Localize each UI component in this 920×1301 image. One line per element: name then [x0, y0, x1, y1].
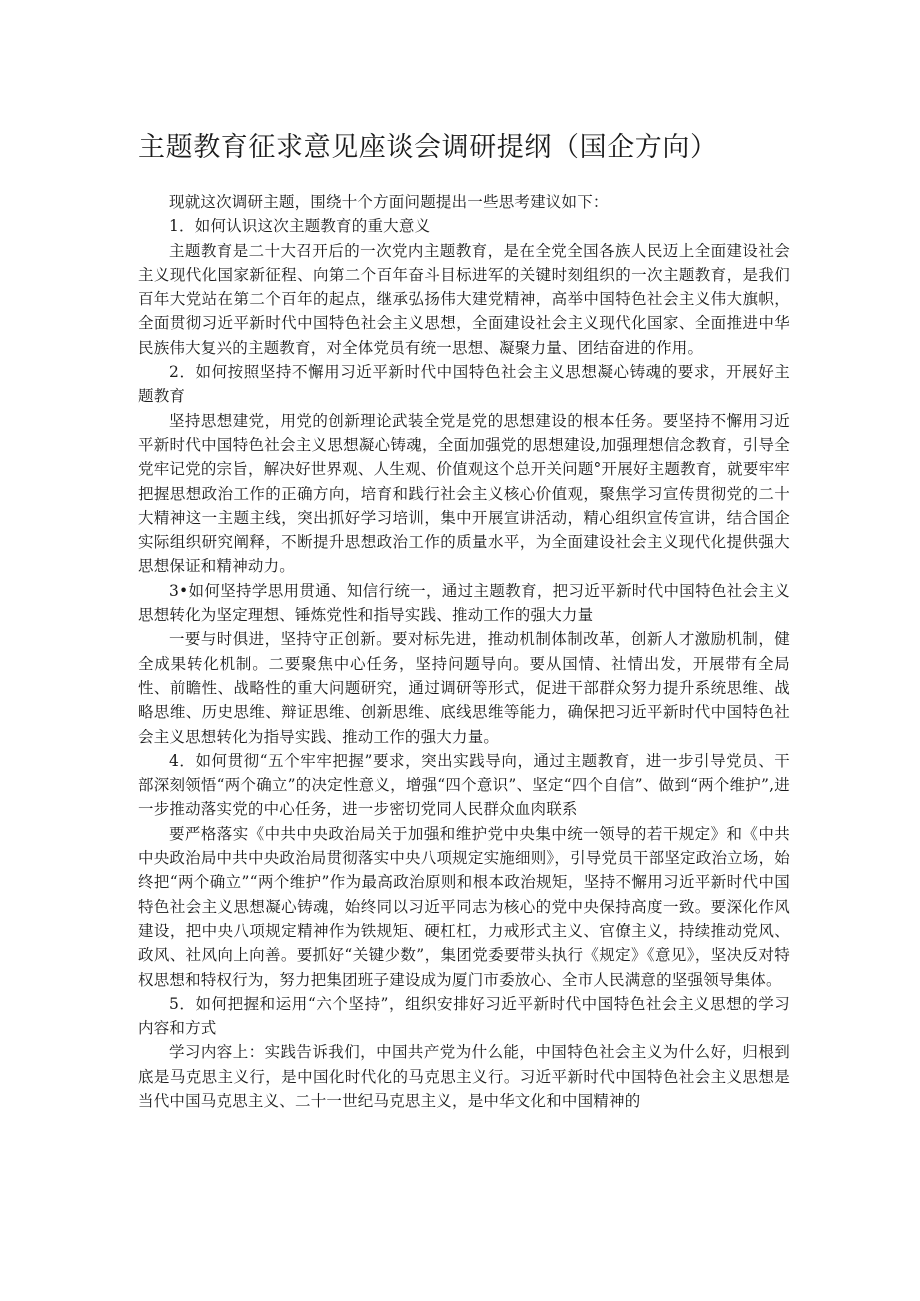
intro-paragraph: 现就这次调研主题，围绕十个方面问题提出一些思考建议如下： — [169, 193, 609, 211]
document-page — [138, 128, 790, 1113]
section-2-body: 坚持思想建党，用党的创新理论武装全党是党的思想建设的根本任务。要坚持不懈用习近平新时代中国特色社会主义思想凝心铸魂，全面加强党的思想建设,加强理想信念教育，引导全党牢记党的宗旨，解决好世界观、人生观、价值观这个总开关问题°开展好主题教育，就要牢牢把握思想政治工作的正确方向，培育和践行社会主义核心价值观，聚焦学习宣传贯彻党的二十大精神这一主题主线，突出抓好学习培训，集中开展宣讲活动，精心组织宣传宣讲，结合国企实际组织研究阐释，不断提升思想政治工作的质量水平，为全面建设社会主义现代化提供强大思想保证和精神动力。 — [138, 411, 790, 576]
section-4-body: 要严格落实《中共中央政治局关于加强和维护党中央集中统一领导的若干规定》和《中共中央政治局中共中央政治局贯彻落实中央八项规定实施细则》，引导党员干部坚定政治立场，始终把“两个确立”“两个维护”作为最高政治原则和根本政治规矩，坚持不懈用习近平新时代中国特色社会主义思想凝心铸魂，始终同以习近平同志为核心的党中央保持高度一致。要深化作风建设，把中央八项规定精神作为铁规矩、硬杠杠，力戒形式主义、官僚主义，持续推动党风、政风、社风向上向善。要抓好“关键少数”，集团党委要带头执行《规定》《意见》，坚决反对特权思想和特权行为，努力把集团班子建设成为厦门市委放心、全市人民满意的坚强领导集体。 — [138, 824, 790, 989]
document-title: 主题教育征求意见座谈会调研提纲（国企方向） — [138, 132, 718, 163]
section-4-heading: 4．如何贯彻“五个牢牢把握”要求，突出实践导向，通过主题教育，进一步引导党员、干部深刻领悟“两个确立”的决定性意义，增强“四个意识”、坚定“四个自信”、做到“两个维护”,进一步推动落实党的中心任务，进一步密切党同人民群众血肉联系 — [138, 751, 790, 819]
section-3-heading: 3•如何坚持学思用贯通、知信行统一，通过主题教育，把习近平新时代中国特色社会主义思想转化为坚定理想、锤炼党性和指导实践、推动工作的强大力量 — [138, 581, 790, 625]
section-5-heading: 5．如何把握和运用“六个坚持”，组织安排好习近平新时代中国特色社会主义思想的学习内容和方式 — [138, 994, 790, 1038]
section-2-heading: 2．如何按照坚持不懈用习近平新时代中国特色社会主义思想凝心铸魂的要求，开展好主题教育 — [138, 363, 790, 406]
section-1-heading: 1．如何认识这次主题教育的重大意义 — [169, 217, 431, 236]
section-3-body: 一要与时俱进，坚持守正创新。要对标先进，推动机制体制改革，创新人才激励机制，健全成果转化机制。二要聚焦中心任务，坚持问题导向。要从国情、社情出发，开展带有全局性、前瞻性、战略性的重大问题研究，通过调研等形式，促进干部群众努力提升系统思维、战略思维、历史思维、辩证思维、创新思维、底线思维等能力，确保把习近平新时代中国特色社会主义思想转化为指导实践、推动工作的强大力量。 — [138, 630, 790, 746]
section-5-body: 学习内容上：实践告诉我们，中国共产党为什么能，中国特色社会主义为什么好，归根到底是马克思主义行，是中国化时代化的马克思主义行。习近平新时代中国特色社会主义思想是当代中国马克思主义、二十一世纪马克思主义，是中华文化和中国精神的 — [138, 1043, 790, 1110]
section-1-body: 主题教育是二十大召开后的一次党内主题教育，是在全党全国各族人民迈上全面建设社会主义现代化国家新征程、向第二个百年奋斗目标进军的关键时刻组织的一次主题教育，是我们百年大党站在第二个百年的起点，继承弘扬伟大建党精神，高举中国特色社会主义伟大旗帜，全面贯彻习近平新时代中国特色社会主义思想，全面建设社会主义现代化国家、全面推进中华民族伟大复兴的主题教育，对全体党员有统一思想、凝聚力量、团结奋进的作用。 — [138, 241, 790, 357]
